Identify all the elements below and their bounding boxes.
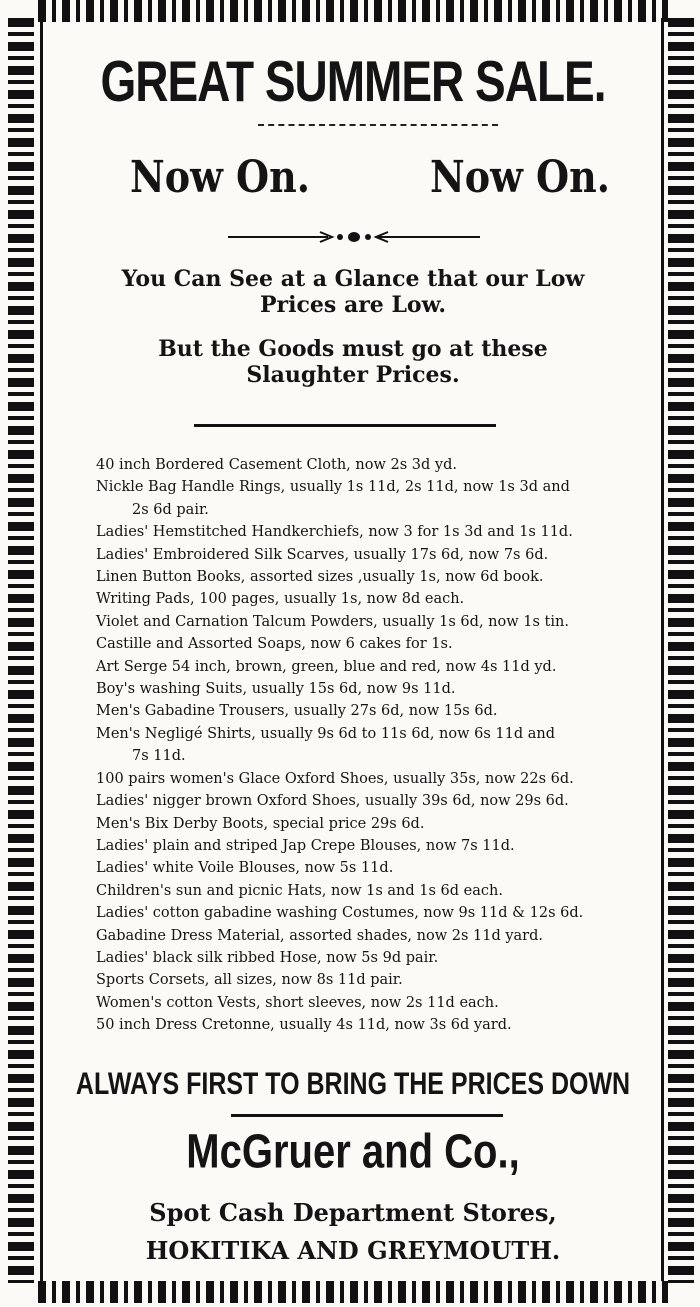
list-item bbox=[96, 544, 654, 566]
price-list bbox=[96, 454, 654, 1037]
item-text: Gabadine Dress Material, assorted shades, now 2s 11d yard. bbox=[96, 927, 544, 944]
list-item bbox=[96, 476, 654, 521]
list-item bbox=[96, 768, 654, 790]
footer-rule bbox=[231, 1114, 503, 1117]
item-text: Writing Pads, 100 pages, usually 1s, now 8d each. bbox=[96, 591, 465, 608]
item-text: Ladies' Hemstitched Handkerchiefs, now 3 for 1s 3d and 1s 11d. bbox=[96, 524, 573, 541]
item-text: Men's Gabadine Trousers, usually 27s 6d, now 15s 6d. bbox=[96, 703, 498, 720]
item-text: Women's cotton Vests, short sleeves, now 2s 11d each. bbox=[96, 994, 499, 1011]
item-text: 100 pairs women's Glace Oxford Shoes, usually 35s, now 22s 6d. bbox=[96, 770, 574, 787]
inner-rule-right bbox=[661, 18, 664, 1281]
list-item bbox=[96, 454, 654, 476]
list-item bbox=[96, 588, 654, 610]
list-item bbox=[96, 566, 654, 588]
item-text: 40 inch Bordered Casement Cloth, now 2s 3d yd. bbox=[96, 457, 457, 473]
list-item bbox=[96, 611, 654, 633]
tagline-slaughter-prices bbox=[48, 336, 658, 388]
tagline-low-prices-line2: Prices are Low. bbox=[260, 292, 446, 318]
list-item bbox=[96, 902, 654, 924]
dash-ornament bbox=[258, 124, 498, 128]
divider-rule bbox=[194, 424, 496, 427]
company-name: McGruer and Co., bbox=[186, 1125, 520, 1179]
item-text: Ladies' Embroidered Silk Scarves, usually 17s 6d, now 7s 6d. bbox=[96, 546, 549, 563]
list-item bbox=[96, 835, 654, 857]
item-text: Men's Negligé Shirts, usually 9s 6d to 11s 6d, now 6s 11d and bbox=[96, 725, 556, 742]
company-locations: HOKITIKA AND GREYMOUTH. bbox=[145, 1236, 561, 1265]
list-item bbox=[96, 969, 654, 991]
item-text: Children's sun and picnic Hats, now 1s and 1s 6d each. bbox=[96, 882, 503, 899]
tagline-slaughter-line1: But the Goods must go at these bbox=[158, 336, 548, 362]
ad-content bbox=[48, 30, 658, 1277]
border-bottom bbox=[38, 1281, 668, 1303]
item-text: Ladies' plain and striped Jap Crepe Blouses, now 7s 11d. bbox=[96, 837, 515, 854]
tagline-low-prices-line1: You Can See at a Glance that our Low bbox=[121, 266, 585, 292]
inner-rule-left bbox=[40, 18, 43, 1281]
item-text: Ladies' cotton gabadine washing Costumes, now 9s 11d & 12s 6d. bbox=[96, 905, 584, 922]
arrow-ornament bbox=[228, 230, 480, 244]
item-continuation: 7s 11d. bbox=[132, 748, 186, 765]
item-text: Boy's washing Suits, usually 15s 6d, now 9s 11d. bbox=[96, 681, 456, 698]
list-item bbox=[96, 925, 654, 947]
slogan: ALWAYS FIRST TO BRING THE PRICES DOWN bbox=[75, 1066, 631, 1102]
border-top bbox=[38, 0, 668, 22]
border-left bbox=[8, 18, 34, 1283]
list-item bbox=[96, 723, 654, 768]
tagline-slaughter-line2: Slaughter Prices. bbox=[246, 362, 460, 388]
item-text: Nickle Bag Handle Rings, usually 1s 11d, 2s 11d, now 1s 3d and bbox=[96, 479, 570, 496]
list-item bbox=[96, 633, 654, 655]
sale-title: GREAT SUMMER SALE. bbox=[100, 48, 606, 114]
item-continuation: 2s 6d pair. bbox=[132, 501, 209, 518]
now-on-right: Now On. bbox=[430, 150, 610, 203]
list-item bbox=[96, 790, 654, 812]
item-text: Violet and Carnation Talcum Powders, usually 1s 6d, now 1s tin. bbox=[96, 613, 569, 630]
list-item bbox=[96, 813, 654, 835]
item-text: Ladies' white Voile Blouses, now 5s 11d. bbox=[96, 860, 394, 877]
list-item bbox=[96, 857, 654, 879]
list-item bbox=[96, 947, 654, 969]
item-text: Castille and Assorted Soaps, now 6 cakes for 1s. bbox=[96, 636, 453, 653]
item-text: 50 inch Dress Cretonne, usually 4s 11d, now 3s 6d yard. bbox=[96, 1017, 512, 1034]
list-item bbox=[96, 700, 654, 722]
item-text: Art Serge 54 inch, brown, green, blue and red, now 4s 11d yd. bbox=[96, 658, 557, 675]
item-text: Ladies' black silk ribbed Hose, now 5s 9d pair. bbox=[96, 949, 439, 966]
item-text: Men's Bix Derby Boots, special price 29s 6d. bbox=[96, 815, 425, 832]
border-right bbox=[668, 18, 694, 1283]
list-item bbox=[96, 521, 654, 543]
item-text: Ladies' nigger brown Oxford Shoes, usually 39s 6d, now 29s 6d. bbox=[96, 793, 569, 810]
company-subtitle: Spot Cash Department Stores, bbox=[149, 1198, 557, 1227]
list-item bbox=[96, 678, 654, 700]
list-item bbox=[96, 1014, 654, 1036]
item-text: Linen Button Books, assorted sizes ,usually 1s, now 6d book. bbox=[96, 569, 544, 586]
list-item bbox=[96, 656, 654, 678]
now-on-left: Now On. bbox=[130, 150, 310, 203]
item-text: Sports Corsets, all sizes, now 8s 11d pair. bbox=[96, 972, 403, 989]
list-item bbox=[96, 992, 654, 1014]
tagline-low-prices bbox=[48, 266, 658, 318]
list-item bbox=[96, 880, 654, 902]
